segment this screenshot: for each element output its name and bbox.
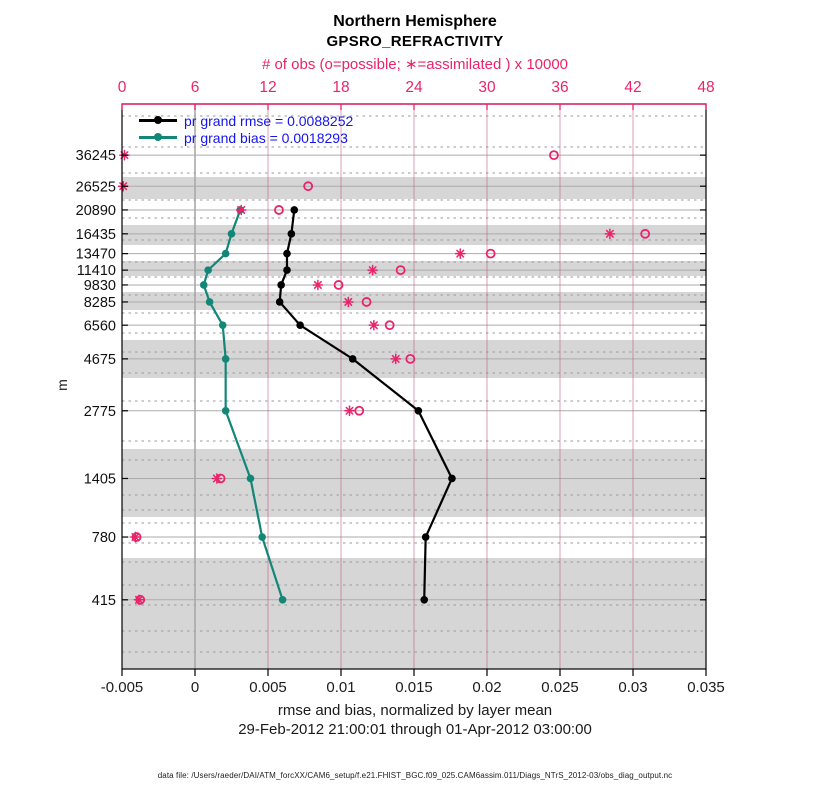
bias-point	[279, 596, 287, 604]
bottom-tick-label: 0.035	[687, 679, 725, 696]
rmse-point	[288, 230, 296, 238]
bias-point	[200, 281, 208, 289]
left-tick-label: 16435	[75, 226, 116, 243]
left-tick-label: 26525	[75, 179, 116, 196]
left-tick-label: 11410	[76, 263, 116, 280]
bias-point	[247, 475, 255, 483]
bias-point	[219, 321, 227, 329]
assimilated-obs-marker	[237, 205, 246, 214]
assimilated-obs-marker	[391, 354, 400, 363]
top-tick-label: 48	[697, 79, 715, 96]
plot-variable-title: GPSRO_REFRACTIVITY	[326, 33, 504, 50]
top-tick-label: 30	[478, 79, 496, 96]
rmse-point	[415, 407, 423, 415]
bias-point	[222, 355, 230, 363]
rmse-point	[420, 596, 428, 604]
bottom-tick-label: 0.005	[249, 679, 287, 696]
assimilated-obs-marker	[605, 229, 614, 238]
rmse-point	[277, 281, 285, 289]
legend-item-bias	[139, 129, 353, 146]
assimilated-obs-marker	[134, 595, 143, 604]
left-tick-label: 20890	[75, 203, 116, 220]
bias-point	[222, 250, 230, 258]
top-tick-label: 6	[190, 79, 200, 96]
date-range-label: 29-Feb-2012 21:00:01 through 01-Apr-2012 03:00:00	[238, 721, 592, 738]
bias-point	[222, 407, 230, 415]
legend-bias-label: pr grand bias = 0.0018293	[184, 129, 348, 146]
assimilated-obs-marker	[369, 321, 378, 330]
left-tick-label: 6560	[83, 318, 116, 335]
bias-point	[258, 533, 266, 541]
assimilated-obs-marker	[456, 249, 465, 258]
plot-title: Northern Hemisphere	[333, 13, 497, 30]
left-tick-label: 4675	[83, 351, 116, 368]
rmse-point	[283, 266, 291, 274]
data-file-path: data file: /Users/raeder/DAI/ATM_forcXX/CAM6_setup/f.e21.FHIST_BGC.f09_025.CAM6assim.011/Diags_NTrS_2012-03/obs_diag_output.nc	[157, 771, 673, 780]
top-tick-label: 18	[332, 79, 350, 96]
bottom-tick-label: 0.02	[472, 679, 502, 696]
legend-bias-line-swatch	[139, 136, 177, 139]
legend-rmse-dot	[154, 116, 162, 124]
rmse-point	[296, 321, 304, 329]
left-tick-label: 9830	[83, 278, 116, 295]
bias-point	[204, 266, 212, 274]
rmse-point	[276, 298, 284, 306]
rmse-point	[448, 475, 456, 483]
assimilated-obs-marker	[368, 266, 377, 275]
assimilated-obs-marker	[212, 474, 221, 483]
bias-point	[228, 230, 236, 238]
left-tick-label: 780	[91, 530, 116, 547]
assimilated-obs-marker	[344, 297, 353, 306]
left-tick-label: 2775	[83, 403, 116, 420]
assimilated-obs-marker	[131, 532, 140, 541]
rmse-point	[290, 206, 298, 214]
legend	[139, 112, 353, 146]
legend-rmse-line-swatch	[139, 119, 177, 122]
left-tick-label: 1405	[83, 471, 116, 488]
bottom-tick-label: 0.01	[326, 679, 356, 696]
assimilated-obs-marker	[345, 406, 354, 415]
rmse-point	[283, 250, 291, 258]
bottom-tick-label: 0.025	[541, 679, 579, 696]
left-tick-label: 36245	[75, 148, 116, 165]
rmse-point	[422, 533, 430, 541]
y-axis-label: m	[53, 379, 70, 391]
bottom-tick-label: 0.015	[395, 679, 433, 696]
top-tick-label: 0	[117, 79, 127, 96]
top-tick-label: 42	[624, 79, 642, 96]
left-tick-label: 8285	[83, 295, 116, 312]
top-tick-label: 24	[405, 79, 423, 96]
bottom-tick-label: -0.005	[100, 679, 144, 696]
bias-point	[206, 298, 214, 306]
top-tick-label: 36	[551, 79, 569, 96]
legend-rmse-label: pr grand rmse = 0.0088252	[184, 112, 354, 129]
bottom-tick-label: 0	[190, 679, 200, 696]
rmse-point	[349, 355, 357, 363]
left-tick-label: 415	[91, 592, 116, 609]
x-axis-label: rmse and bias, normalized by layer mean	[277, 702, 553, 719]
assimilated-obs-marker	[313, 280, 322, 289]
legend-item-rmse	[139, 112, 353, 129]
bottom-tick-label: 0.03	[618, 679, 648, 696]
left-tick-label: 13470	[75, 246, 116, 263]
legend-bias-dot	[154, 133, 162, 141]
obs-count-axis-label: # of obs (o=possible; ∗=assimilated ) x 10000	[261, 56, 569, 73]
top-tick-label: 12	[259, 79, 277, 96]
